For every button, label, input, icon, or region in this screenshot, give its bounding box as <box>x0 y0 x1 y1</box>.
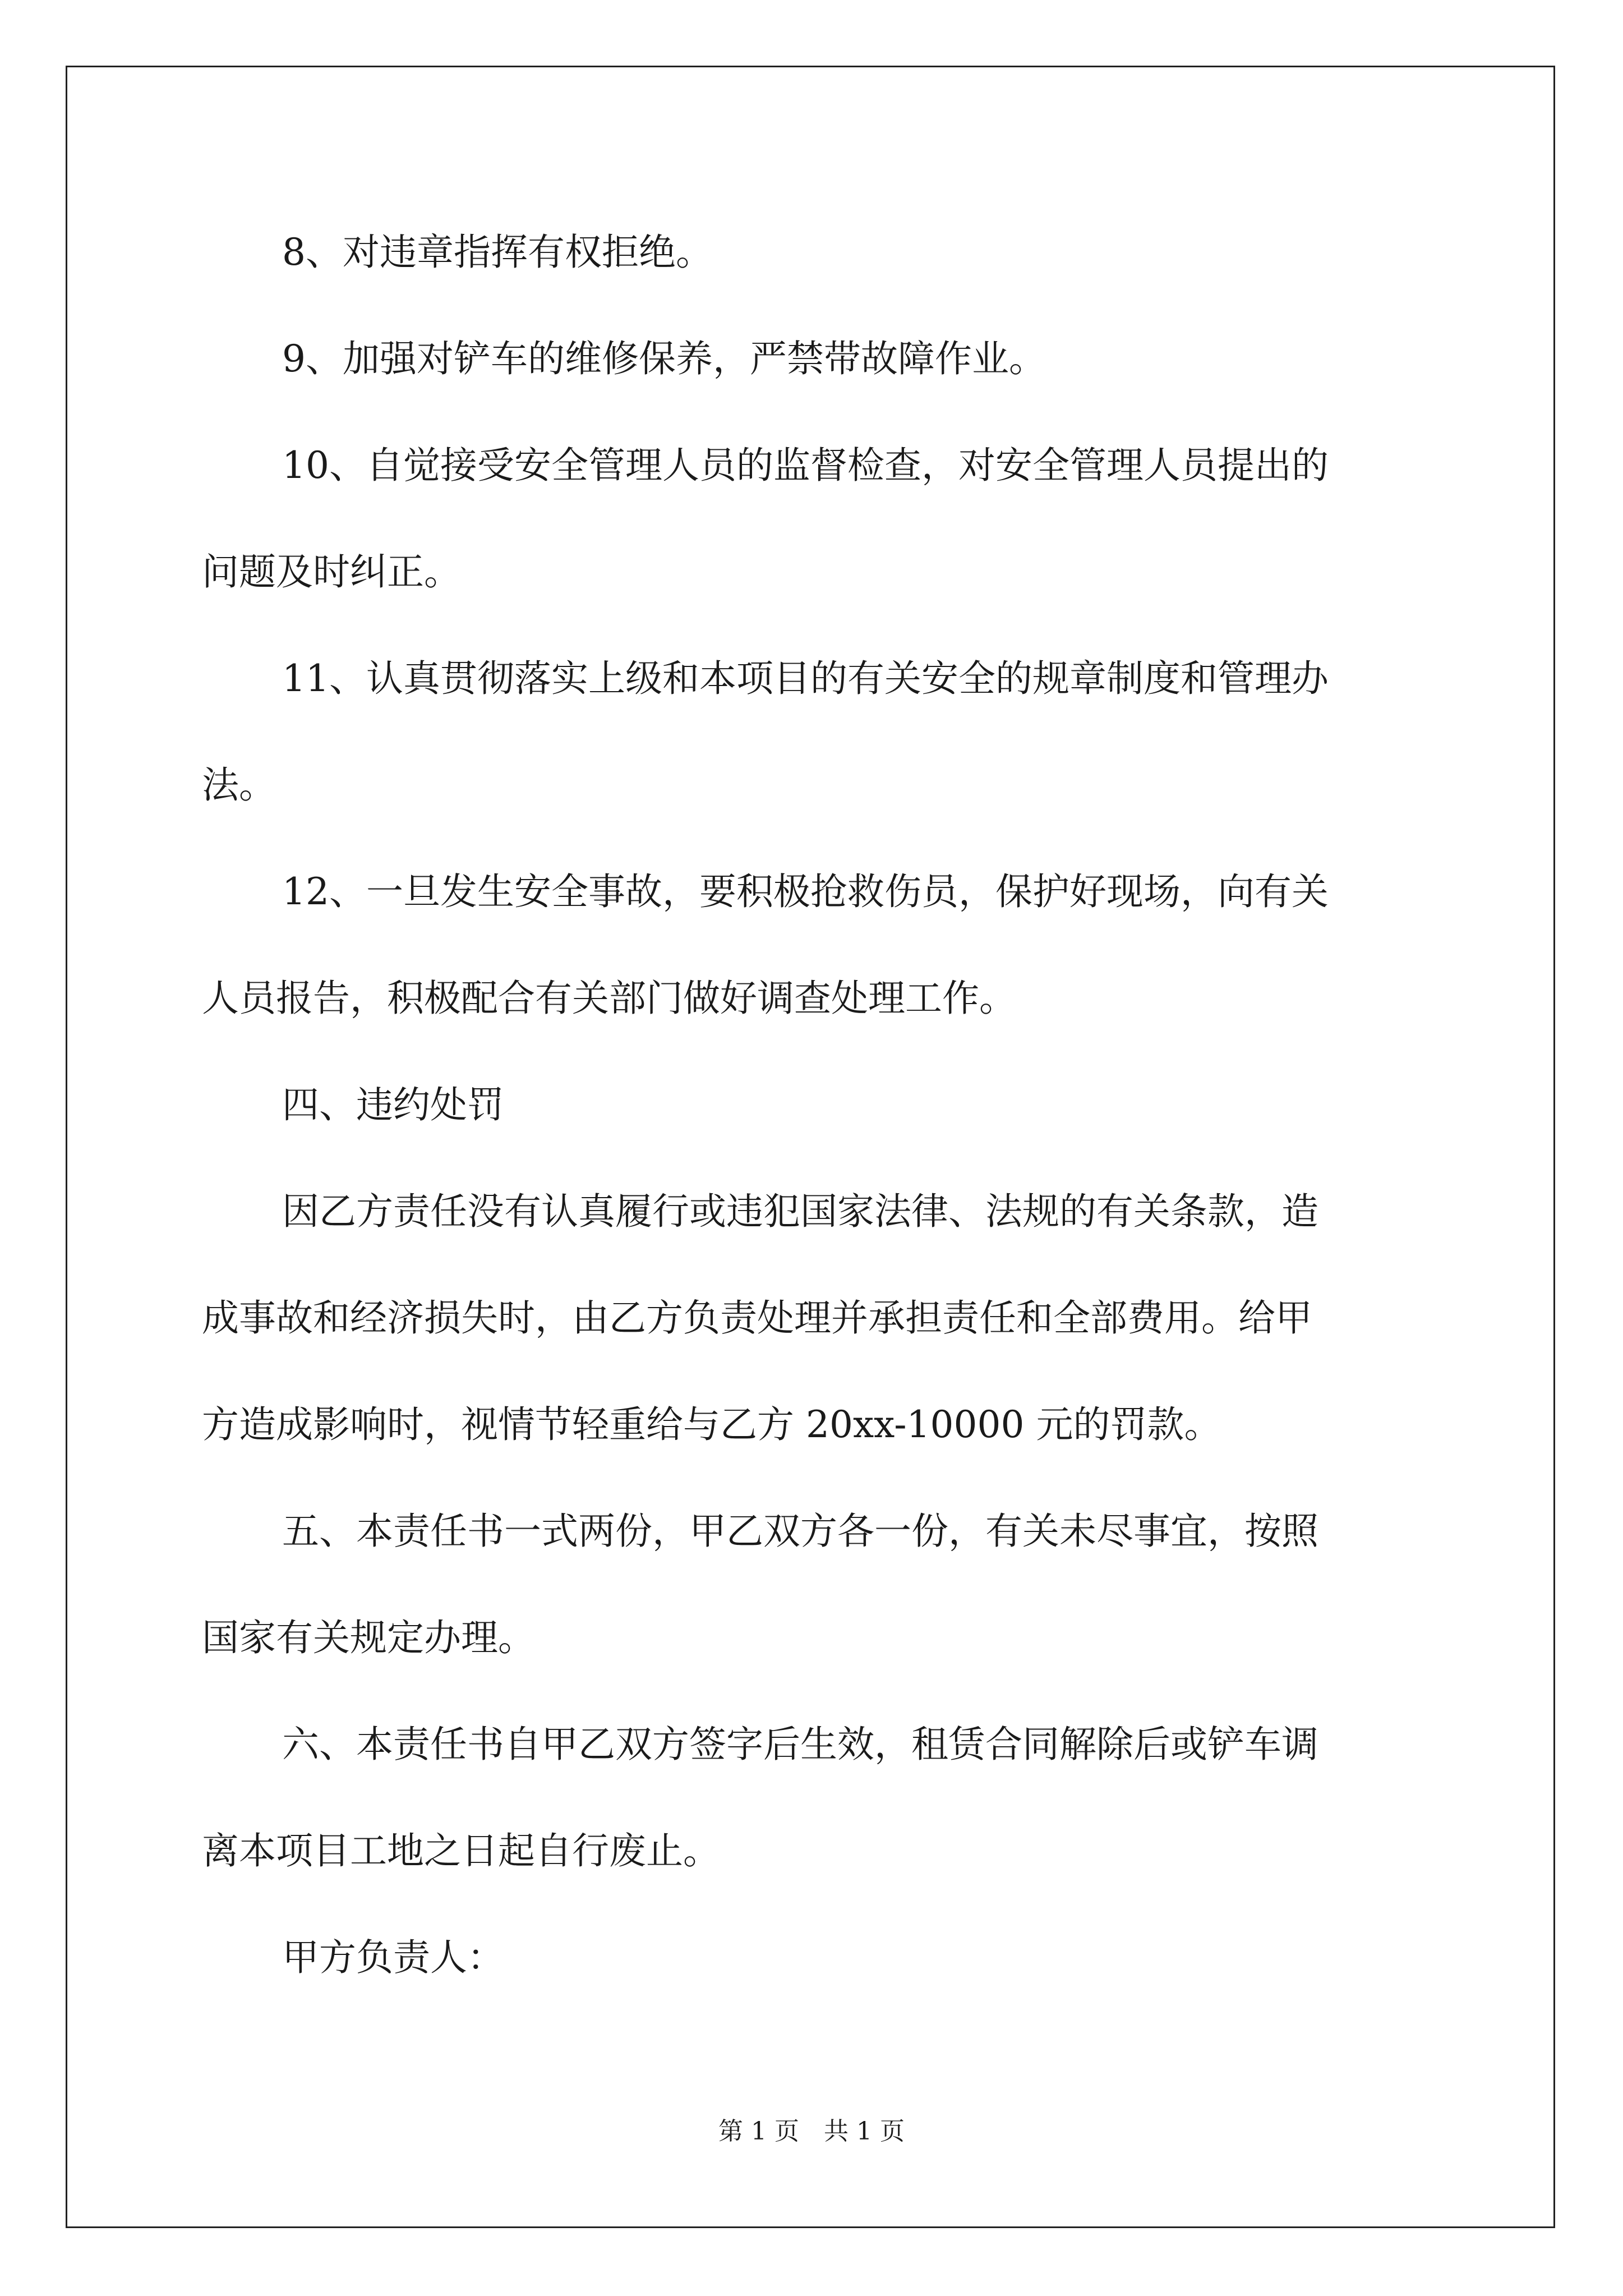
paragraph-line: 法。 <box>202 763 276 807</box>
signature-label: 甲方负责人： <box>282 1936 504 1979</box>
paragraph-line: 离本项目工地之日起自行废止。 <box>202 1829 720 1872</box>
paragraph-line: 国家有关规定办理。 <box>202 1616 535 1659</box>
paragraph-line: 方造成影响时，视情节轻重给与乙方 20xx-10000 元的罚款。 <box>202 1403 1221 1446</box>
paragraph-line: 10、自觉接受安全管理人员的监督检查，对安全管理人员提出的 <box>282 444 1329 487</box>
paragraph-line: 9、加强对铲车的维修保养，严禁带故障作业。 <box>282 337 1046 380</box>
paragraph-line: 因乙方责任没有认真履行或违犯国家法律、法规的有关条款，造 <box>282 1190 1318 1233</box>
paragraph-line: 六、本责任书自甲乙双方签字后生效，租赁合同解除后或铲车调 <box>282 1723 1318 1766</box>
paragraph-line: 成事故和经济损失时，由乙方负责处理并承担责任和全部费用。给甲 <box>202 1296 1312 1340</box>
paragraph-line: 五、本责任书一式两份，甲乙双方各一份，有关未尽事宜，按照 <box>282 1510 1318 1553</box>
section-heading: 四、违约处罚 <box>282 1083 504 1126</box>
page-number: 第 1 页 共 1 页 <box>718 2117 905 2146</box>
paragraph-line: 8、对违章指挥有权拒绝。 <box>282 231 713 274</box>
paragraph-line: 问题及时纠正。 <box>202 550 461 593</box>
paragraph-line: 11、认真贯彻落实上级和本项目的有关安全的规章制度和管理办 <box>282 657 1329 700</box>
page-border <box>66 66 1555 2228</box>
paragraph-line: 人员报告，积极配合有关部门做好调查处理工作。 <box>202 977 1016 1020</box>
paragraph-line: 12、一旦发生安全事故，要积极抢救伤员，保护好现场，向有关 <box>282 870 1329 913</box>
